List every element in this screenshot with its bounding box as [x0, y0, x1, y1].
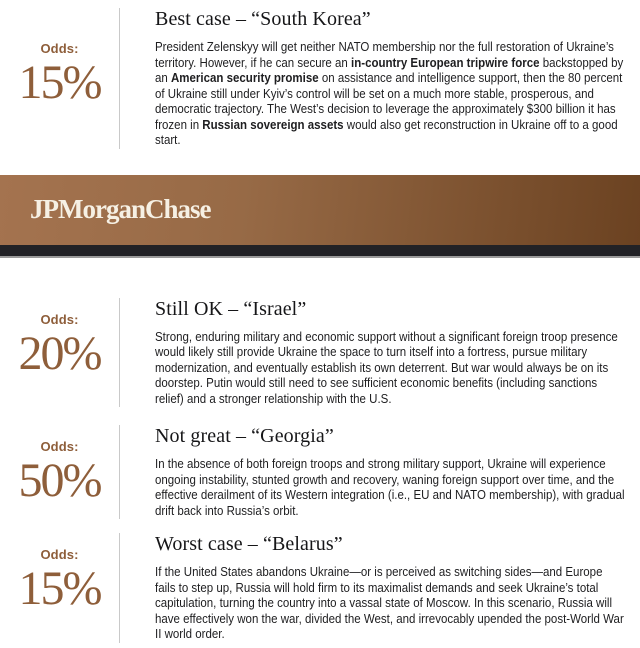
odds-block [0, 533, 119, 643]
scenario-georgia [0, 425, 640, 519]
odds-value: 50% [18, 454, 101, 507]
scenario-body: In the absence of both foreign troops and strong military support, Ukraine will experience ongoing instability, stunted growth and recovery, waning foreign support over time, and the effective derailment of its Western integration (i.e., EU and NATO membership), with gradual drift back into Russia’s orbit. [155, 457, 625, 518]
scenario-title: Worst case – “Belarus” [155, 533, 343, 555]
scenario-israel [0, 298, 640, 408]
odds-value: 15% [18, 562, 101, 615]
jpmorganchase-wordmark: JPMorganChase [30, 194, 211, 224]
odds-value: 15% [18, 56, 101, 109]
scenario-title: Not great – “Georgia” [155, 425, 334, 447]
scenario-body: If the United States abandons Ukraine—or is perceived as switching sides—and Europe fails to step up, Russia will hold firm to its maximalist demands and seek Ukraine’s total capitulation, turning the country into a vassal state of Moscow. In this scenario, Russia will have effectively won the war, divided the West, and irrevocably upended the post-World War II world order. [155, 565, 624, 641]
scenario-south-korea [0, 0, 640, 149]
odds-label: Odds: [40, 311, 79, 327]
odds-block [0, 298, 119, 408]
scenario-title: Still OK – “Israel” [155, 297, 307, 320]
scenario-belarus [0, 533, 640, 643]
scenario-content [120, 8, 640, 149]
odds-block [0, 425, 119, 519]
scenario-content [120, 533, 640, 643]
odds-value: 20% [18, 326, 101, 380]
odds-label: Odds: [40, 41, 79, 56]
odds-block [0, 8, 119, 149]
jpmorganchase-banner [0, 175, 640, 245]
scenario-content [120, 298, 640, 408]
scenario-body: President Zelenskyy will get neither NATO membership nor the full restoration of Ukraine’s territory. However, if he can secure an in-country European tripwire force backstopped by an American security promise on assistance and intelligence support, then the 80 percent of Ukraine still under Kyiv’s control will be set on a much more stable, prosperous, and democratic trajectory. The West’s decision to leverage the approximately $300 billion it has frozen in Russian sovereign assets would also get reconstruction in Ukraine off to a good start. [155, 40, 624, 147]
scenario-body: Strong, enduring military and economic support without a significant foreign troop presence would likely still provide Ukraine the space to turn itself into a fortress, pursue military modernization, and eventually establish its own deterrent. But war would always be on its doorstep. Putin would still need to see sufficient economic benefits (including sanctions relief) and a stronger relationship with the U.S. [155, 329, 618, 406]
odds-label: Odds: [40, 547, 79, 562]
scenario-content [120, 425, 640, 519]
banner-dark-band [0, 245, 640, 258]
odds-label: Odds: [40, 439, 79, 454]
scenario-title: Best case – “South Korea” [155, 8, 371, 30]
